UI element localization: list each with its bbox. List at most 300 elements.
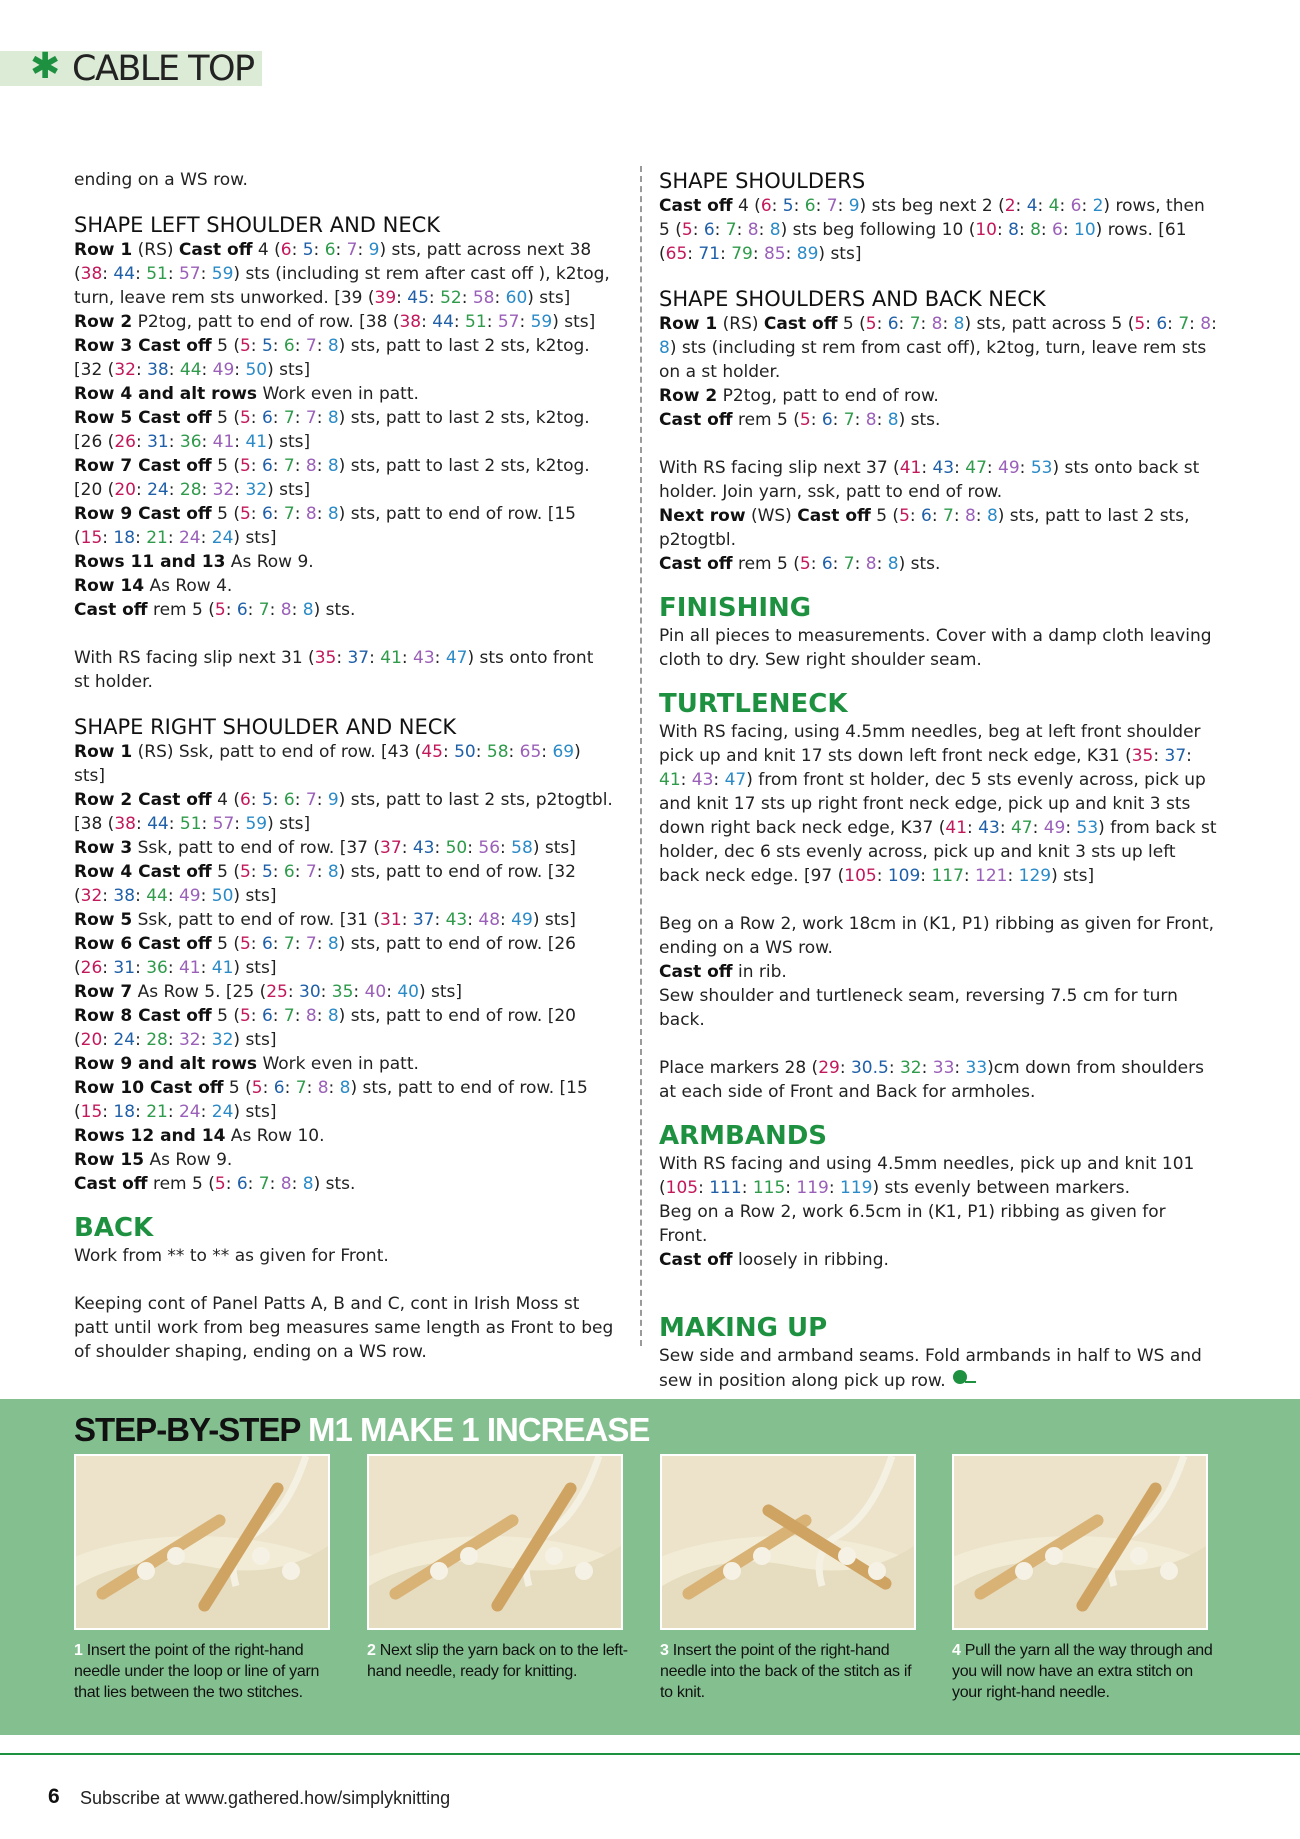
text-run: ) sts, patt across next 38 ( xyxy=(74,240,592,284)
text-run: : xyxy=(135,1102,147,1122)
paragraph-gap xyxy=(74,1268,614,1292)
size-value: 32 xyxy=(178,1030,201,1050)
size-value: 8 xyxy=(1200,314,1212,334)
size-value: 50 xyxy=(454,742,476,762)
text-run: : xyxy=(467,838,479,858)
step-photo xyxy=(952,1454,1208,1630)
step-caption xyxy=(660,1640,922,1703)
size-value: 8 xyxy=(986,506,998,526)
text-run: : xyxy=(247,1174,259,1194)
text-run: Ssk, patt to end of row. [37 ( xyxy=(132,838,381,858)
pattern-instruction xyxy=(659,720,1219,888)
text-run: : xyxy=(815,196,827,216)
pattern-instruction xyxy=(74,836,614,860)
bold-term: Row 1 xyxy=(659,314,718,334)
text-run: Keeping cont of Panel Patts A, B and C, cont in Irish Moss st patt until work from beg measures same length as Front to beg of shoulder shaping, ending on a WS row. xyxy=(74,1294,614,1362)
text-run: : xyxy=(250,408,262,428)
text-run: : xyxy=(102,1030,114,1050)
text-run: : xyxy=(294,408,306,428)
text-run: rem 5 ( xyxy=(147,1174,215,1194)
text-run: : xyxy=(294,456,306,476)
size-value: 8 xyxy=(769,220,781,240)
text-run: : xyxy=(353,982,365,1002)
text-run: ) from front st holder, dec 5 sts evenly across, pick up and knit 17 sts up right front neck edge, pick up and knit 3 sts down right back neck edge, K37 ( xyxy=(659,770,1206,838)
text-run: rem 5 ( xyxy=(147,600,215,620)
text-run: : xyxy=(975,506,987,526)
size-value: 26 xyxy=(114,432,136,452)
text-run: : xyxy=(102,264,114,284)
text-run: : xyxy=(234,814,246,834)
text-run: : xyxy=(1189,314,1201,334)
text-run: : xyxy=(692,220,704,240)
text-run: Work even in patt. xyxy=(257,1054,419,1074)
size-value: 38 xyxy=(399,312,422,332)
size-value: 60 xyxy=(505,288,528,308)
text-run: : xyxy=(1062,220,1075,240)
text-run: : xyxy=(954,458,966,478)
size-value: 49 xyxy=(511,910,533,930)
pattern-instruction xyxy=(74,980,614,1004)
text-run: : xyxy=(291,240,303,260)
size-value: 30.5 xyxy=(850,1058,889,1078)
size-value: 8 xyxy=(302,1174,314,1194)
text-run: : xyxy=(500,910,512,930)
text-run: : xyxy=(920,314,932,334)
size-value: 6 xyxy=(821,410,833,430)
size-value: 5 xyxy=(261,336,273,356)
pattern-instruction xyxy=(74,1148,614,1172)
text-run: Place markers 28 ( xyxy=(659,1058,819,1078)
text-run: : xyxy=(434,838,446,858)
text-run: : xyxy=(250,790,262,810)
bold-term: Cast off xyxy=(797,506,871,526)
size-value: 8 xyxy=(280,600,292,620)
subsection-heading: SHAPE RIGHT SHOULDER AND NECK xyxy=(74,715,457,739)
size-value: 85 xyxy=(763,244,786,264)
size-value: 38 xyxy=(113,886,136,906)
text-run: rem 5 ( xyxy=(732,410,800,430)
size-value: 9 xyxy=(368,240,380,260)
text-run: : xyxy=(272,1006,284,1026)
section-heading: FINISHING xyxy=(659,593,812,623)
text-run: : xyxy=(225,1174,237,1194)
size-value: 8 xyxy=(327,504,339,524)
size-value: 6 xyxy=(280,240,292,260)
pattern-instruction xyxy=(74,238,614,310)
bold-term: Row 2 Cast off xyxy=(74,790,212,810)
text-run: : xyxy=(313,240,325,260)
size-value: 5 xyxy=(214,1174,226,1194)
size-value: 49 xyxy=(212,360,235,380)
text-run: : xyxy=(1059,196,1071,216)
text-run: : xyxy=(752,244,764,264)
text-run: : xyxy=(486,312,498,332)
bold-term: Row 5 Cast off xyxy=(74,408,212,428)
text-run: : xyxy=(475,742,487,762)
text-run: : xyxy=(876,410,888,430)
text-run: : xyxy=(453,312,466,332)
size-value: 41 xyxy=(899,458,922,478)
size-value: 6 xyxy=(236,600,248,620)
size-value: 8 xyxy=(865,410,877,430)
text-run: : xyxy=(306,1078,318,1098)
text-run: in rib. xyxy=(732,962,787,982)
size-value: 10 xyxy=(1074,220,1096,240)
size-value: 24 xyxy=(147,480,169,500)
text-run: 5 ( xyxy=(223,1078,252,1098)
text-run: : xyxy=(442,742,455,762)
size-value: 18 xyxy=(113,1102,136,1122)
size-value: 71 xyxy=(698,244,721,264)
text-run: : xyxy=(401,648,414,668)
text-run: : xyxy=(250,336,262,356)
size-value: 41 xyxy=(659,770,681,790)
pattern-instruction xyxy=(659,984,1219,1032)
text-run: 4 ( xyxy=(252,240,281,260)
text-run: ) sts, patt to end of row. [26 ( xyxy=(74,934,576,978)
text-run: : xyxy=(168,360,180,380)
text-run: 4 ( xyxy=(732,196,761,216)
size-value: 56 xyxy=(478,838,501,858)
text-run: : xyxy=(316,456,328,476)
step-number: 2 xyxy=(367,1642,376,1659)
size-value: 8 xyxy=(327,1006,339,1026)
text-run: : xyxy=(200,958,212,978)
text-run: ) sts, patt across 5 ( xyxy=(964,314,1135,334)
text-run: 5 ( xyxy=(211,1006,240,1026)
text-run: ) sts] xyxy=(532,910,576,930)
size-value: 8 xyxy=(953,314,965,334)
size-value: 31 xyxy=(380,910,402,930)
text-run: : xyxy=(294,504,306,524)
size-value: 44 xyxy=(146,886,168,906)
size-value: 45 xyxy=(407,288,429,308)
size-value: 6 xyxy=(239,790,251,810)
pattern-instruction xyxy=(74,908,614,932)
text-run: : xyxy=(250,1006,262,1026)
text-run: : xyxy=(201,480,213,500)
text-run: With RS facing slip next 37 ( xyxy=(659,458,900,478)
size-value: 8 xyxy=(302,600,314,620)
size-value: 9 xyxy=(848,196,860,216)
bold-term: Row 6 Cast off xyxy=(74,934,212,954)
pattern-instruction xyxy=(74,168,614,192)
size-value: 51 xyxy=(465,312,487,332)
size-value: 36 xyxy=(179,432,202,452)
size-value: 5 xyxy=(239,336,251,356)
text-run: : xyxy=(1081,196,1093,216)
size-value: 5 xyxy=(782,196,794,216)
text-run: : xyxy=(135,480,148,500)
text-run: : xyxy=(201,432,213,452)
text-run: : xyxy=(828,1178,841,1198)
size-value: 7 xyxy=(909,314,921,334)
text-run: : xyxy=(741,1178,753,1198)
pattern-instruction xyxy=(74,574,614,598)
text-run: )cm down from shoulders at each side of Front and Back for armholes. xyxy=(659,1058,1204,1102)
text-run: : xyxy=(294,862,306,882)
size-value: 58 xyxy=(472,288,495,308)
text-run: : xyxy=(508,742,520,762)
text-run: : xyxy=(434,910,446,930)
text-run: : xyxy=(401,838,413,858)
bold-term: Row 1 xyxy=(74,742,133,762)
size-value: 105 xyxy=(844,866,877,886)
size-value: 44 xyxy=(113,264,136,284)
bold-term: Row 10 Cast off xyxy=(74,1078,224,1098)
text-run: : xyxy=(698,1178,710,1198)
text-run: : xyxy=(1040,220,1053,240)
pattern-instruction xyxy=(74,1124,614,1148)
size-value: 50 xyxy=(245,360,268,380)
size-value: 50 xyxy=(445,838,468,858)
text-run: : xyxy=(898,314,910,334)
size-value: 32 xyxy=(212,480,235,500)
section-title: CABLE TOP xyxy=(72,49,254,89)
text-run: (RS) xyxy=(717,314,764,334)
bold-term: Row 7 Cast off xyxy=(74,456,212,476)
text-run: : xyxy=(876,554,888,574)
paragraph-gap xyxy=(659,1032,1219,1056)
text-run: : xyxy=(167,1030,179,1050)
text-run: : xyxy=(262,1078,274,1098)
text-run: ) sts. xyxy=(898,554,941,574)
text-run: : xyxy=(396,288,408,308)
text-run: : xyxy=(200,528,212,548)
size-value: 41 xyxy=(380,648,402,668)
text-run: As Row 9. xyxy=(225,552,314,572)
size-value: 7 xyxy=(283,934,295,954)
text-run: : xyxy=(316,862,328,882)
text-run: : xyxy=(272,336,284,356)
size-value: 43 xyxy=(932,458,955,478)
text-run: ) sts] xyxy=(818,244,862,264)
text-run: P2tog, patt to end of row. xyxy=(717,386,939,406)
size-value: 5 xyxy=(899,506,910,526)
text-run: : xyxy=(272,934,284,954)
text-run: : xyxy=(135,432,148,452)
text-run: : xyxy=(931,506,943,526)
size-value: 47 xyxy=(965,458,987,478)
text-run: With RS facing, using 4.5mm needles, beg at left front shoulder pick up and knit 17 sts down left front neck edge, K31 ( xyxy=(659,722,1201,766)
size-value: 8 xyxy=(865,554,877,574)
size-value: 40 xyxy=(397,982,419,1002)
size-value: 24 xyxy=(211,1102,234,1122)
size-value: 79 xyxy=(731,244,753,264)
text-run: (RS) xyxy=(132,240,179,260)
text-run: : xyxy=(320,982,332,1002)
bold-term: Row 7 xyxy=(74,982,133,1002)
size-value: 7 xyxy=(346,240,358,260)
size-value: 6 xyxy=(804,196,816,216)
text-run: : xyxy=(888,1058,900,1078)
size-value: 5 xyxy=(799,554,811,574)
text-run: : xyxy=(714,220,726,240)
text-run: : xyxy=(494,288,506,308)
text-run: : xyxy=(102,886,114,906)
size-value: 8 xyxy=(327,934,339,954)
bold-term: Row 15 xyxy=(74,1150,145,1170)
text-run: ) sts, patt to last 2 sts, k2tog. [26 ( xyxy=(74,408,590,452)
step-text: Next slip the yarn back on to the left-hand needle, ready for knitting. xyxy=(367,1642,628,1680)
text-run: : xyxy=(500,838,512,858)
pattern-instruction xyxy=(74,334,614,382)
size-value: 57 xyxy=(212,814,235,834)
bold-term: Row 9 and alt rows xyxy=(74,1054,258,1074)
size-value: 26 xyxy=(80,958,103,978)
bold-term: Row 9 Cast off xyxy=(74,504,212,524)
size-value: 24 xyxy=(178,1102,201,1122)
text-run: : xyxy=(920,866,932,886)
text-run: : xyxy=(996,220,1009,240)
text-run: : xyxy=(876,314,888,334)
size-value: 7 xyxy=(725,220,737,240)
size-value: 39 xyxy=(374,288,397,308)
text-run: ) rows, then 5 ( xyxy=(659,196,1205,240)
text-run: : xyxy=(921,458,933,478)
size-value: 117 xyxy=(931,866,964,886)
yarn-ball-end-icon xyxy=(951,1371,977,1391)
step-number: 1 xyxy=(74,1642,83,1659)
pattern-instruction xyxy=(659,960,1219,984)
size-value: 33 xyxy=(932,1058,955,1078)
size-value: 37 xyxy=(412,910,435,930)
size-value: 8 xyxy=(327,456,339,476)
size-value: 44 xyxy=(179,360,202,380)
bold-term: Cast off xyxy=(74,1174,148,1194)
size-value: 49 xyxy=(998,458,1020,478)
size-value: 7 xyxy=(826,196,838,216)
step-number: 4 xyxy=(952,1642,961,1659)
text-run: 5 ( xyxy=(211,862,240,882)
size-value: 7 xyxy=(305,790,317,810)
text-run: Work from ** to ** as given for Front. xyxy=(74,1246,389,1266)
text-run: : xyxy=(954,1058,966,1078)
size-value: 38 xyxy=(114,814,136,834)
paragraph-gap xyxy=(659,888,1219,912)
footer-rule xyxy=(0,1753,1300,1755)
text-run: ) sts onto front st holder. xyxy=(74,648,594,692)
text-run: : xyxy=(785,244,797,264)
text-run: : xyxy=(1018,220,1031,240)
size-value: 8 xyxy=(931,314,943,334)
size-value: 30 xyxy=(299,982,321,1002)
size-value: 37 xyxy=(380,838,402,858)
size-value: 25 xyxy=(266,982,288,1002)
text-run: : xyxy=(1015,196,1027,216)
text-run: ) sts. xyxy=(898,410,941,430)
size-value: 41 xyxy=(211,958,234,978)
size-value: 49 xyxy=(178,886,201,906)
pattern-instruction xyxy=(74,406,614,454)
size-value: 7 xyxy=(843,410,855,430)
text-run: 5 ( xyxy=(211,336,240,356)
size-value: 53 xyxy=(1076,818,1099,838)
size-value: 6 xyxy=(236,1174,248,1194)
text-run: ) sts, patt to end of row. [20 ( xyxy=(74,1006,576,1050)
text-run: ) sts] xyxy=(418,982,463,1002)
pattern-instruction xyxy=(659,408,1219,432)
text-run: : xyxy=(272,862,284,882)
bold-term: Row 1 xyxy=(74,240,133,260)
size-value: 6 xyxy=(821,554,833,574)
text-run: ) rows. [61 ( xyxy=(659,220,1187,264)
size-value: 7 xyxy=(943,506,954,526)
size-value: 8 xyxy=(317,1078,329,1098)
size-value: 43 xyxy=(445,910,468,930)
text-run: ) sts] xyxy=(267,814,311,834)
text-run: ) sts] xyxy=(74,742,581,786)
bold-term: Rows 12 and 14 xyxy=(74,1126,226,1146)
text-run: : xyxy=(785,1178,797,1198)
size-value: 7 xyxy=(305,934,317,954)
text-run: : xyxy=(250,456,262,476)
size-value: 5 xyxy=(1134,314,1146,334)
size-value: 43 xyxy=(978,818,1000,838)
bold-term: Row 3 xyxy=(74,838,133,858)
paragraph-gap xyxy=(74,622,614,646)
text-run: : xyxy=(369,648,381,668)
text-run: ) from back st holder, dec 6 sts evenly across, pick up and knit 3 sts up left back neck edge. [97 ( xyxy=(659,818,1217,886)
size-value: 21 xyxy=(146,1102,168,1122)
text-run: : xyxy=(272,408,284,428)
size-value: 6 xyxy=(1156,314,1168,334)
size-value: 4 xyxy=(1026,196,1038,216)
text-run: : xyxy=(839,1058,851,1078)
text-run: ) sts onto back st holder. Join yarn, ssk, patt to end of row. xyxy=(659,458,1200,502)
size-value: 7 xyxy=(283,504,295,524)
pattern-instruction xyxy=(74,860,614,908)
text-run: : xyxy=(386,982,398,1002)
section-title-banner xyxy=(0,46,262,89)
text-run: ) sts, patt to end of row. [32 ( xyxy=(74,862,576,906)
text-run: 4 ( xyxy=(211,790,240,810)
size-value: 65 xyxy=(665,244,688,264)
size-value: 69 xyxy=(552,742,575,762)
column-divider xyxy=(640,166,642,1346)
size-value: 5 xyxy=(261,790,273,810)
size-value: 59 xyxy=(211,264,234,284)
size-value: 7 xyxy=(258,600,270,620)
size-value: 8 xyxy=(747,220,759,240)
size-value: 7 xyxy=(305,862,317,882)
text-run: : xyxy=(201,814,213,834)
text-run: : xyxy=(200,264,212,284)
size-value: 35 xyxy=(314,648,337,668)
size-value: 20 xyxy=(114,480,136,500)
footer-subscribe-text: Subscribe at www.gathered.how/simplyknitting xyxy=(80,1788,451,1808)
bold-term: Cast off xyxy=(178,240,253,260)
size-value: 41 xyxy=(212,432,235,452)
size-value: 32 xyxy=(245,480,268,500)
text-run: : xyxy=(316,408,328,428)
size-value: 35 xyxy=(331,982,354,1002)
text-run: : xyxy=(102,528,114,548)
text-run: : xyxy=(225,600,237,620)
step-text: Insert the point of the right-hand needle under the loop or line of yarn that lies between the two stitches. xyxy=(74,1642,320,1701)
size-value: 7 xyxy=(283,1006,295,1026)
size-value: 89 xyxy=(796,244,819,264)
bold-term: Row 4 Cast off xyxy=(74,862,212,882)
text-run: ) sts] xyxy=(552,312,596,332)
pattern-instruction xyxy=(659,456,1219,504)
technique-title: M1 MAKE 1 INCREASE xyxy=(307,1411,650,1448)
pattern-instruction xyxy=(659,384,1219,408)
text-run: Work even in patt. xyxy=(257,384,419,404)
bold-term: Row 4 and alt rows xyxy=(74,384,258,404)
text-run: ) sts] xyxy=(233,1102,277,1122)
pattern-instruction xyxy=(74,598,614,622)
